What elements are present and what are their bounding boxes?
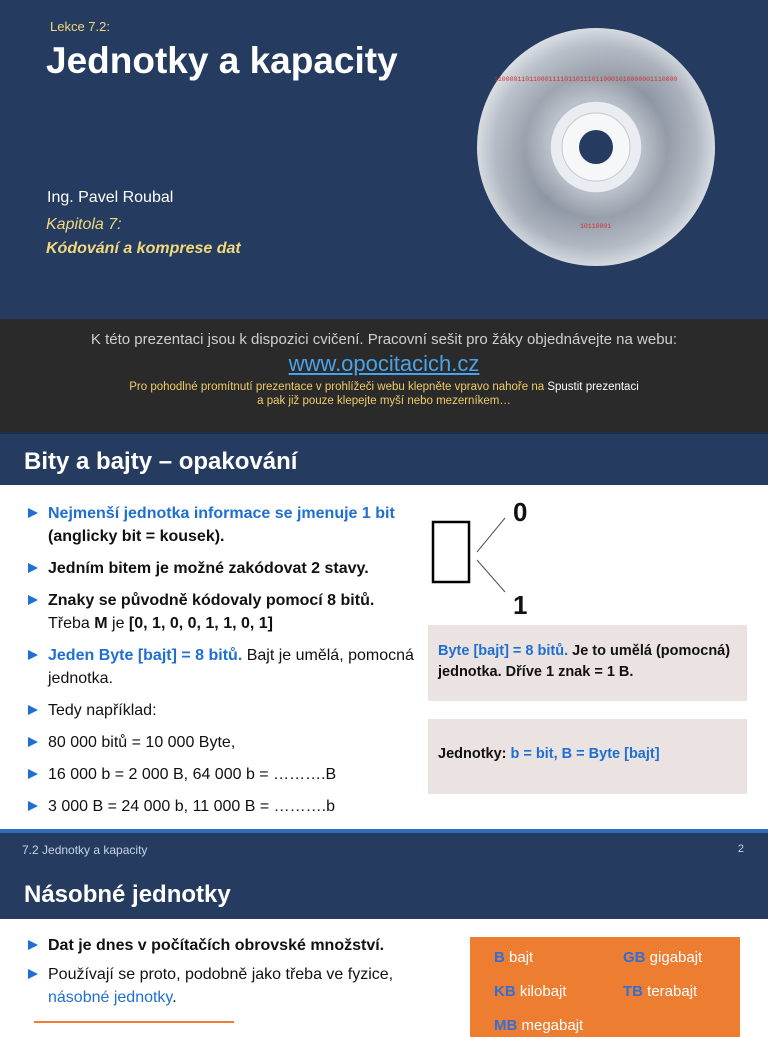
slide-header bbox=[0, 432, 768, 485]
bullet-arrow-icon bbox=[28, 595, 38, 605]
cd-disc-image bbox=[476, 27, 716, 267]
state-zero-label: 0 bbox=[513, 497, 528, 527]
unit-abbr: GB bbox=[623, 949, 646, 966]
hint-line-2: a pak již pouze klepejte myší nebo mezerníkem… bbox=[257, 395, 511, 407]
info-text: K této prezentaci jsou k dispozici cvičení. Pracovní sešit pro žáky objednávejte na webu: bbox=[90, 331, 678, 348]
bit-diagram bbox=[425, 492, 545, 622]
unit-name: kilobajt bbox=[519, 983, 567, 1000]
bullet-text: 3 000 B = 24 000 b, 11 000 B = ……….b bbox=[48, 798, 336, 815]
unit-mb bbox=[494, 1017, 583, 1034]
bullet-text: 80 000 bitů = 10 000 Byte, bbox=[48, 734, 236, 751]
hint-text: Pro pohodlné promítnutí prezentace v prohlížeči webu klepněte vpravo nahoře na bbox=[129, 381, 545, 393]
bullet-text-letter: M bbox=[94, 615, 108, 632]
bullet-arrow-icon bbox=[28, 769, 38, 779]
slide-title: Bity a bajty – opakování bbox=[24, 448, 298, 475]
list-item bbox=[26, 699, 426, 722]
unit-name: terabajt bbox=[647, 983, 698, 1000]
disc-binary-top: 11000011011000111101101110110001010000001110000 bbox=[494, 76, 678, 83]
unit-abbr: MB bbox=[494, 1017, 518, 1034]
bullet-text: Dat je dnes v počítačích obrovské množství. bbox=[48, 937, 385, 954]
bullet-text: je bbox=[107, 615, 129, 632]
presentation-title: Jednotky a kapacity bbox=[46, 40, 398, 81]
unit-abbr: B bbox=[494, 949, 505, 966]
bullet-text: Jedním bitem je možné zakódovat 2 stavy. bbox=[48, 560, 369, 577]
disc-binary-bottom: 10110001 bbox=[580, 223, 612, 230]
unit-tb bbox=[623, 983, 697, 1000]
unit-name: bajt bbox=[509, 949, 534, 966]
slide-bits-bytes bbox=[0, 432, 768, 864]
bullet-text: . bbox=[172, 989, 177, 1006]
bullet-text-code: [0, 1, 0, 0, 1, 1, 0, 1] bbox=[128, 615, 273, 632]
units-table bbox=[470, 937, 740, 1037]
author-name: Ing. Pavel Roubal bbox=[47, 189, 174, 206]
bullet-text: Znaky se původně kódovaly pomocí 8 bitů. bbox=[48, 592, 375, 609]
bullet-text: 16 000 b = 2 000 B, 64 000 b = ……….B bbox=[48, 766, 337, 783]
unit-gb bbox=[623, 949, 702, 966]
hint-line-1 bbox=[0, 381, 768, 393]
branch-line-down bbox=[477, 560, 505, 592]
byte-info-box bbox=[428, 625, 747, 701]
list-item bbox=[26, 644, 426, 690]
list-item bbox=[26, 963, 446, 1009]
unit-abbr: KB bbox=[494, 983, 516, 1000]
bit-box bbox=[433, 522, 469, 582]
bullet-text: Používají se proto, podobně jako třeba ve fyzice, bbox=[48, 966, 394, 983]
bullet-list bbox=[26, 502, 426, 827]
list-item bbox=[26, 557, 426, 580]
bullet-arrow-icon bbox=[28, 737, 38, 747]
list-item bbox=[26, 795, 426, 818]
website-link[interactable]: www.opocitacich.cz bbox=[288, 351, 480, 376]
list-item bbox=[26, 763, 426, 786]
bullet-arrow-icon bbox=[28, 563, 38, 573]
slide-title: Násobné jednotky bbox=[24, 881, 231, 908]
bullet-text-highlight: Jeden Byte [bajt] = 8 bitů. bbox=[48, 647, 243, 664]
bullet-text: Bajt je umělá, pomocná jednotka. bbox=[48, 647, 414, 687]
footer-title: 7.2 Jednotky a kapacity bbox=[22, 843, 148, 857]
unit-name: megabajt bbox=[521, 1017, 584, 1034]
bullet-text: Tedy například: bbox=[48, 702, 157, 719]
title-slide bbox=[0, 0, 768, 432]
list-item bbox=[26, 502, 426, 548]
slide-footer bbox=[0, 829, 768, 864]
lesson-label: Lekce 7.2: bbox=[50, 19, 110, 34]
disc-hole bbox=[579, 130, 613, 164]
bullet-text: Třeba bbox=[48, 615, 95, 632]
units-info-box bbox=[428, 719, 747, 794]
slide-multiple-units bbox=[0, 864, 768, 1034]
hint-button-name: Spustit prezentaci bbox=[547, 381, 639, 393]
chapter-label: Kapitola 7: bbox=[46, 216, 122, 233]
unit-abbr: TB bbox=[623, 983, 643, 1000]
bullet-arrow-icon bbox=[28, 801, 38, 811]
info-band bbox=[0, 319, 768, 432]
list-item bbox=[26, 934, 446, 957]
bullet-text-highlight: násobné jednotky bbox=[48, 989, 173, 1006]
bullet-arrow-icon bbox=[28, 705, 38, 715]
bullet-text: (anglicky bit = kousek). bbox=[48, 528, 225, 545]
unit-name: gigabajt bbox=[649, 949, 703, 966]
bullet-arrow-icon bbox=[28, 969, 38, 979]
list-item bbox=[26, 589, 426, 635]
unit-b bbox=[494, 949, 533, 966]
bullet-arrow-icon bbox=[28, 940, 38, 950]
byte-definition: Byte [bajt] = 8 bitů. bbox=[438, 643, 569, 659]
byte-note: Je to umělá (pomocná) jednotka. Dříve 1 znak = 1 B. bbox=[438, 643, 731, 680]
bullet-text-highlight: Nejmenší jednotka informace se jmenuje 1 bit bbox=[48, 505, 395, 522]
units-label: Jednotky: bbox=[438, 746, 511, 762]
list-item bbox=[26, 731, 426, 754]
units-definition: b = bit, B = Byte [bajt] bbox=[510, 746, 660, 762]
bullet-list bbox=[26, 934, 446, 1015]
page-number: 2 bbox=[737, 843, 744, 855]
state-one-label: 1 bbox=[513, 590, 528, 620]
bullet-arrow-icon bbox=[28, 508, 38, 518]
chapter-name: Kódování a komprese dat bbox=[46, 240, 241, 257]
bullet-arrow-icon bbox=[28, 650, 38, 660]
branch-line-up bbox=[477, 518, 505, 552]
unit-kb bbox=[494, 983, 567, 1000]
slide-header bbox=[0, 864, 768, 919]
cropped-box-edge bbox=[34, 1021, 234, 1031]
